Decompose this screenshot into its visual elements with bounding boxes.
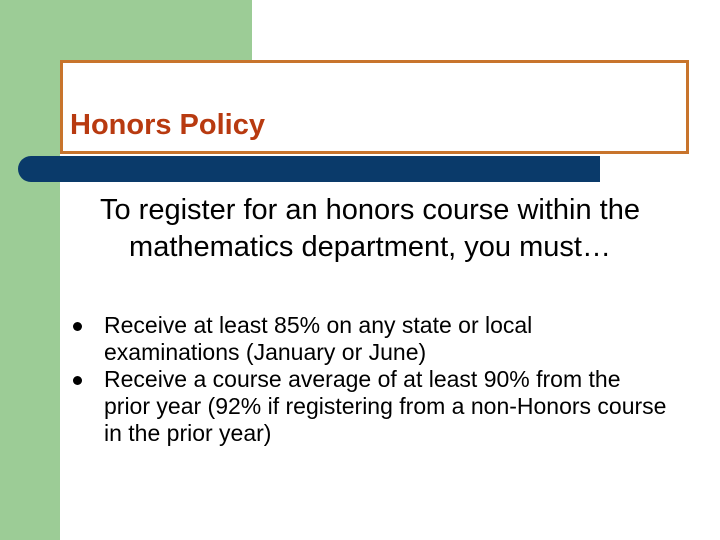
bullet-item [70, 366, 670, 447]
slide-title: Honors Policy [70, 109, 265, 141]
title-underline-bar [18, 156, 600, 182]
green-top-band [60, 0, 252, 60]
green-side-band [0, 0, 60, 540]
title-box [60, 60, 689, 154]
bullet-text: Receive at least 85% on any state or local examinations (January or June) [104, 312, 533, 365]
intro-text: To register for an honors course within the mathematics department, you must… [100, 194, 640, 263]
bullet-item [70, 312, 670, 366]
bullet-dot-icon [73, 376, 82, 385]
bullet-dot-icon [73, 322, 82, 331]
bullet-text: Receive a course average of at least 90% from the prior year (92% if registering from a non-Honors course in the prior year) [104, 366, 667, 446]
bullet-list [70, 312, 670, 447]
